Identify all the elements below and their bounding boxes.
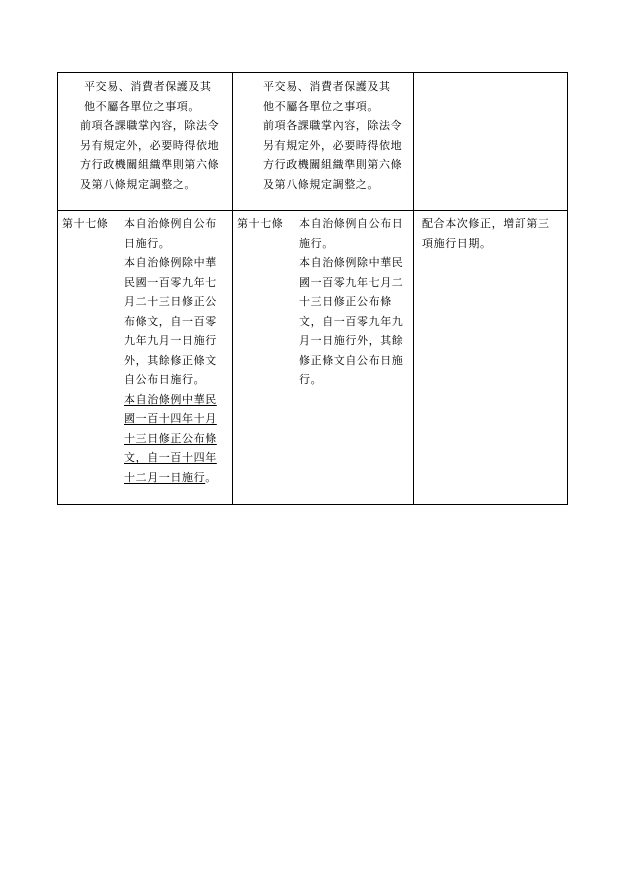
text-line: 平交易、消費者保護及其: [84, 80, 212, 93]
reason-cell: [414, 211, 568, 505]
underlined-amendment: 本自治條例中華民國一百十四年十月十三日修正公布條文，自一百十四年十二月一日施行: [124, 392, 217, 484]
paragraph: 本自治條例除中華民國一百零九年七月二十三日修正公布條文，自一百零九年九月一日施行外，其餘修正條文自公布日施行。: [124, 256, 217, 386]
current-text-cell: [233, 73, 414, 211]
amended-text-cell: [58, 73, 233, 211]
text-line: 平交易、消費者保護及其: [263, 80, 391, 93]
article-number: 第十七條: [62, 217, 109, 230]
reason-text: [414, 73, 567, 76]
text-line: 他不屬各單位之事項。: [263, 99, 379, 113]
paragraph: 本自治條例自公布日施行。: [299, 217, 404, 250]
article-number: 第十七條: [237, 217, 284, 230]
reason-text: 配合本次修正，增訂第三項施行日期。: [422, 217, 550, 250]
reason-cell: [414, 73, 568, 211]
paragraph: 前項各課職掌內容，除法令另有規定外，必要時得依地方行政機關組織準則第六條及第八條規定調整之。: [263, 119, 403, 191]
amended-paragraph: [124, 390, 228, 488]
table-row: [58, 211, 568, 505]
paragraph: 本自治條例除中華民國一百零九年七月二十三日修正公布條文，自一百零九年九月一日施行外，其餘修正條文自公布日施行。: [299, 256, 404, 386]
period: 。: [205, 470, 217, 484]
comparison-table: [57, 72, 568, 505]
current-text-cell: [233, 211, 414, 505]
amended-text-cell: [58, 211, 233, 505]
paragraph: 本自治條例自公布日施行。: [124, 217, 217, 250]
text-line: 他不屬各單位之事項。: [84, 99, 200, 113]
paragraph: 前項各課職掌內容，除法令另有規定外，必要時得依地方行政機關組織準則第六條及第八條規定調整之。: [80, 119, 220, 191]
table-row: [58, 73, 568, 211]
